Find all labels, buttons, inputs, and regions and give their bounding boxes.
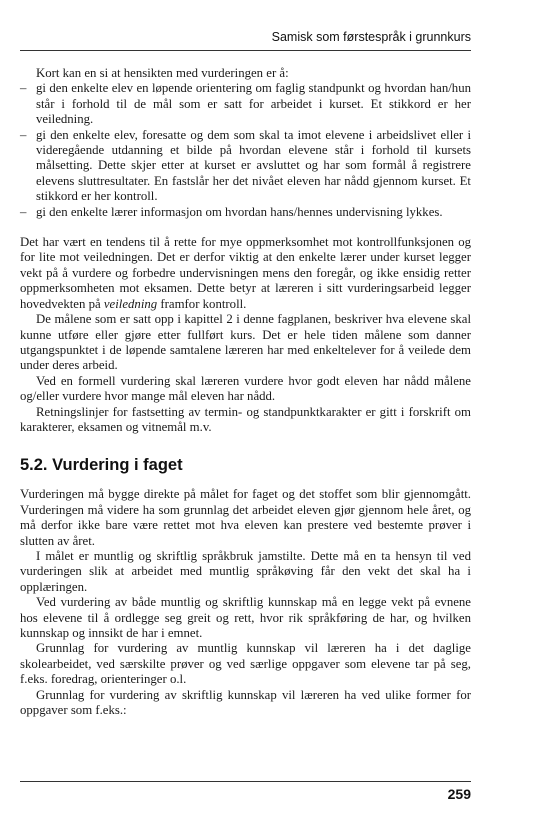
paragraph-tendency [20, 235, 471, 312]
section-heading: 5.2. Vurdering i faget [20, 456, 183, 475]
list-item: – gi den enkelte lærer informasjon om hvordan hans/hennes undervisning lykkes. [20, 205, 471, 220]
paragraph-goals: De målene som er satt opp i kapittel 2 i denne fagplanen, beskriver hva elevene skal kunne utføre eller gjøre etter fullført kurs. Det er hele tiden målene som danner utgangspunktet i de løpende samtalene læreren har med enkeltelever for å veilede dem under deres arbeid. [20, 312, 471, 373]
text-span: Det har vært en tendens til å rette for mye oppmerksomhet mot kontrollfunksjonen og for lite mot veiledningen. Det er derfor viktig at den enkelte lærer under kurset legger vekt på å vurdere og forbedre undervisningen mens den foregår, og ikke ensidig retter oppmerksomheten mot eksamen. Dette betyr at læreren i sitt vurderingsarbeid legger hovedvekten på [20, 235, 471, 311]
list-item: – gi den enkelte elev, foresatte og dem som skal ta imot elevene i arbeidslivet eller i videregående utdanning et bilde på hvordan elevene står i forhold til kursets målsetting. Dette skjer etter at kurset er avsluttet og har som formål å registrere elevens sluttresultater. En fastslår her det nivået eleven har nådd gjennom kurset. Et stikkord er her kontroll. [20, 128, 471, 205]
running-header: Samisk som førstespråk i grunnkurs [271, 30, 471, 44]
paragraph-gap [20, 220, 471, 235]
paragraph-formal-assessment: Ved en formell vurdering skal læreren vurdere hvor godt eleven har nådd målene og/eller vurdere hvor mange mål eleven har nådd. [20, 373, 471, 404]
footer-rule [20, 781, 471, 782]
intro-lead: Kort kan en si at hensikten med vurderingen er å: [36, 66, 289, 80]
emphasis-veiledning: veiledning [103, 296, 158, 311]
section-paragraph: Grunnlag for vurdering av skriftlig kunnskap vil læreren ha ved ulike former for oppgaver som f.eks.: [20, 687, 471, 718]
page-number: 259 [447, 786, 471, 802]
section-paragraph: Grunnlag for vurdering av muntlig kunnskap vil læreren ha i det daglige skolearbeidet, ved særskilte prøver og ved særlige oppgaver som elevene tar på seg, f.eks. foredrag, orienteringer o.l. [20, 641, 471, 687]
header-rule [20, 50, 471, 51]
section-paragraph: Ved vurdering av både muntlig og skriftlig kunnskap må en legge vekt på evnene hos elevene til å ordlegge seg greit og rett, hvor rik språkføring de har, og hvilken kunnskap og innsikt de har i emnet. [20, 595, 471, 640]
list-item: – gi den enkelte elev en løpende orientering om faglig standpunkt og hvordan han/hun står i forhold til de mål som er satt for arbeidet i kurset. Et stikkord er her veiledning. [20, 81, 471, 127]
section-paragraph: Vurderingen må bygge direkte på målet for faget og det stoffet som blir gjennomgått. Vurderingen må videre ha som grunnlag det arbeidet eleven gjør gjennom hele året, og må derfor ikke bare være rettet mot hva eleven kan prestere ved bestemte prøver i slutten av året. [20, 487, 471, 548]
text-span: framfor kontroll. [157, 296, 247, 311]
page-body [20, 66, 471, 718]
purpose-list [20, 81, 471, 220]
section-paragraph: I målet er muntlig og skriftlig språkbruk jamstilte. Dette må en ta hensyn til ved vurderingen slik at arbeidet med muntlig språkøving får den vekt det skal ha i opplæringen. [20, 548, 471, 594]
paragraph-guidelines: Retningslinjer for fastsetting av termin- og standpunktkarakter er gitt i forskrift om karakterer, eksamen og vitnemål m.v. [20, 404, 471, 434]
